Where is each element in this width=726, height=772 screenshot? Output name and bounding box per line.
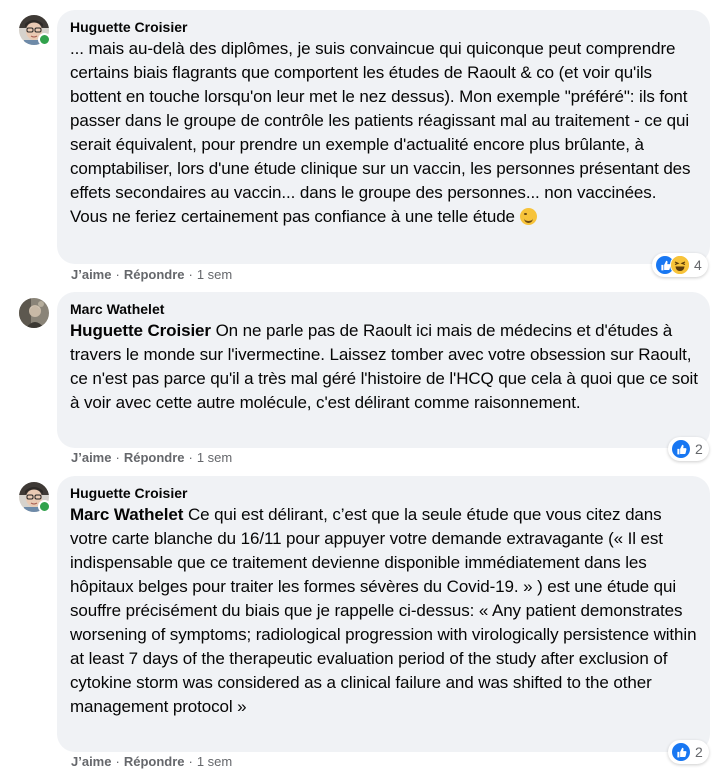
timestamp[interactable]: 1 sem bbox=[196, 267, 233, 282]
avatar-image bbox=[19, 298, 49, 328]
winking-face-emoji-icon bbox=[520, 208, 537, 225]
reply-button[interactable]: Répondre bbox=[123, 754, 185, 769]
comment-text bbox=[70, 319, 698, 415]
reactions-summary[interactable] bbox=[668, 437, 709, 461]
separator: · bbox=[188, 450, 193, 465]
comment-text bbox=[70, 503, 698, 719]
haha-reaction-icon bbox=[670, 255, 690, 275]
reaction-count: 2 bbox=[695, 441, 703, 457]
comment-actions bbox=[71, 450, 232, 466]
separator: · bbox=[115, 267, 120, 282]
mention-link[interactable]: Marc Wathelet bbox=[70, 505, 184, 524]
avatar[interactable] bbox=[19, 15, 49, 45]
reply-button[interactable]: Répondre bbox=[123, 450, 185, 465]
comment-text bbox=[70, 37, 698, 229]
reaction-count: 4 bbox=[694, 257, 702, 273]
separator: · bbox=[188, 267, 193, 282]
reaction-count: 2 bbox=[695, 744, 703, 760]
timestamp[interactable]: 1 sem bbox=[196, 754, 233, 769]
reactions-summary[interactable] bbox=[652, 253, 708, 277]
like-button[interactable]: J’aime bbox=[71, 267, 112, 282]
online-status-icon bbox=[38, 500, 51, 513]
comment-actions bbox=[71, 754, 232, 770]
comment-body: ... mais au-delà des diplômes, je suis convaincue qui quiconque peut comprendre certains biais flagrants que comportent les études de Raoult & co (et voir qu'ils bottent en touche lorsqu'on leur met le nez dessus). Mon exemple "préféré": ils font passer dans le groupe de contrôle les patients réagissant mal au traitement - ce qui serait équivalent, pour prendre un exemple d'actualité encore plus brûlante, à comptabiliser, lors d'une étude clinique sur un vaccin, les personnes présentant des effets secondaires au vaccin... dans le groupe des personnes... non vaccinées. Vous ne feriez certainement pas confiance à une telle étude bbox=[70, 39, 691, 226]
comment-actions bbox=[71, 267, 232, 283]
comment-body: Ce qui est délirant, c’est que la seule étude que vous citez dans votre carte blanche du 16/11 pour appuyer votre demande extravagante (« Il est indispensable que ce traitement devienne disponible immédiatement dans les hôpitaux belges pour traiter les formes sévères du Covid-19. » ) est une étude qui souffre précisément du biais que je rappelle ci-dessus: « Any patient demonstrates worsening of symptoms; radiological progression with virologically persistence within at least 7 days of the therapeutic evaluation period of the study after exclusion of cytokine storm was considered as a clinical failure and was shifted to the other management protocol » bbox=[70, 505, 697, 716]
comment-body: On ne parle pas de Raoult ici mais de médecins et d'études à travers le monde sur l'ivermectine. Laissez tomber avec votre obsession sur Raoult, ce n'est pas parce qu'il a très mal géré l'histoire de l'HCQ que cela à quoi que ce soit à voir avec cette autre molécule, c'est délirant comme raisonnement. bbox=[70, 321, 698, 412]
separator: · bbox=[188, 754, 193, 769]
separator: · bbox=[115, 450, 120, 465]
reply-button[interactable]: Répondre bbox=[123, 267, 185, 282]
timestamp[interactable]: 1 sem bbox=[196, 450, 233, 465]
like-reaction-icon bbox=[671, 742, 691, 762]
like-reaction-icon bbox=[671, 439, 691, 459]
mention-link[interactable]: Huguette Croisier bbox=[70, 321, 211, 340]
avatar[interactable] bbox=[19, 482, 49, 512]
separator: · bbox=[115, 754, 120, 769]
like-button[interactable]: J’aime bbox=[71, 754, 112, 769]
comment-bubble bbox=[57, 476, 710, 752]
reactions-summary[interactable] bbox=[668, 740, 709, 764]
comment-author[interactable]: Huguette Croisier bbox=[70, 19, 188, 35]
comment-bubble bbox=[57, 10, 710, 264]
comment-bubble bbox=[57, 292, 710, 448]
avatar[interactable] bbox=[19, 298, 49, 328]
online-status-icon bbox=[38, 33, 51, 46]
like-button[interactable]: J’aime bbox=[71, 450, 112, 465]
comment-author[interactable]: Huguette Croisier bbox=[70, 485, 188, 501]
comment-author[interactable]: Marc Wathelet bbox=[70, 301, 165, 317]
